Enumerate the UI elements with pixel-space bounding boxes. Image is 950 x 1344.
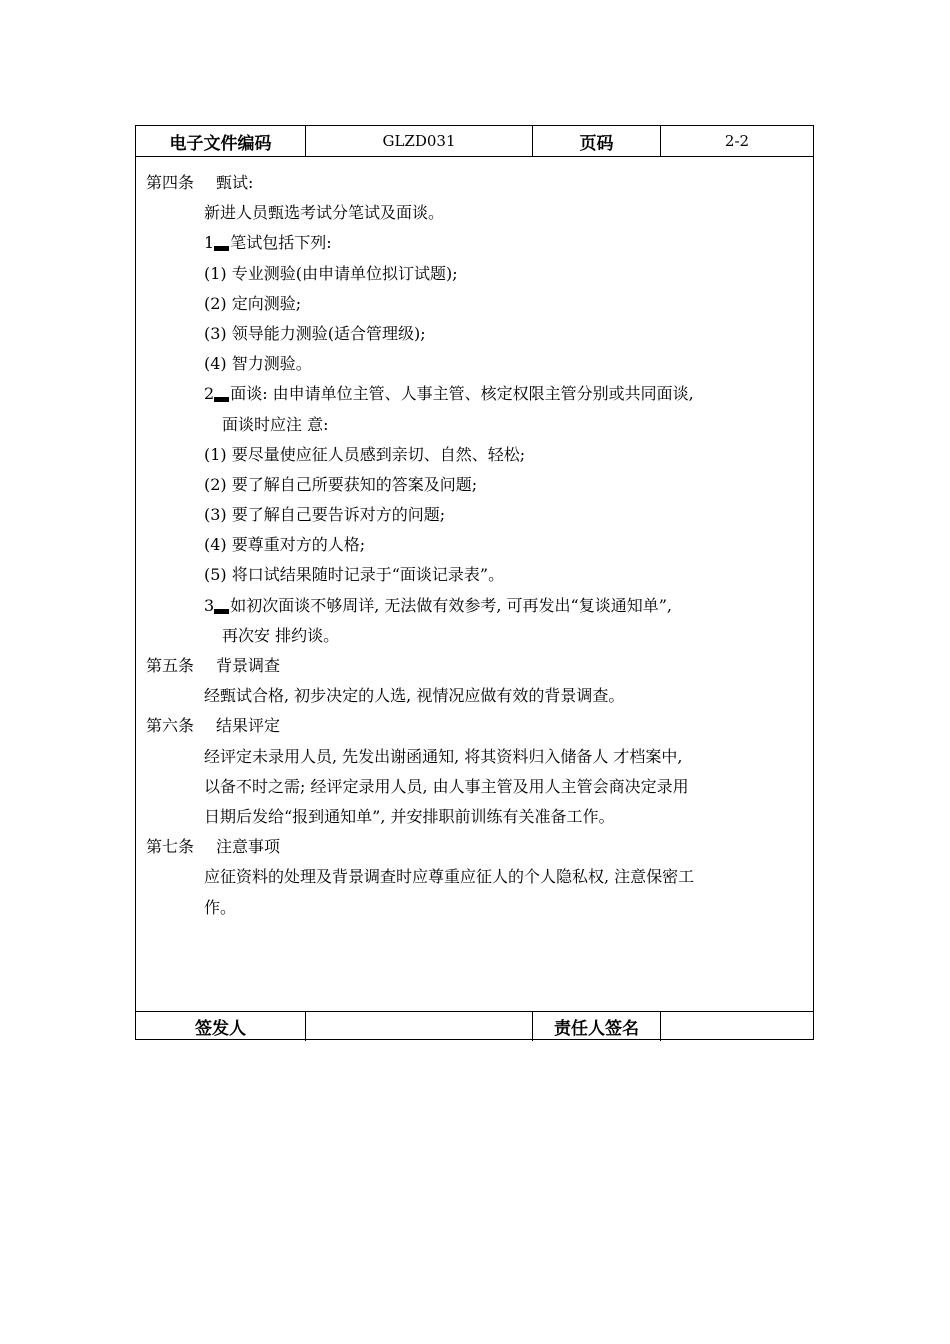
section-1-item-3: (3) 领导能力测验(适合管理级); bbox=[204, 323, 426, 343]
article-6-line-3: 日期后发给“报到通知单”, 并安排职前训练有关准备工作。 bbox=[204, 806, 615, 826]
section-2-item-3: (3) 要了解自己要告诉对方的问题; bbox=[204, 505, 446, 525]
article-4-section-3 bbox=[146, 591, 806, 621]
article-6-title-line bbox=[146, 711, 806, 741]
section-2-number: 2 bbox=[204, 384, 215, 404]
article-5-text: 经甄试合格, 初步决定的人选, 视情况应做有效的背景调查。 bbox=[204, 686, 625, 706]
section-2-item-4: (4) 要尊重对方的人格; bbox=[204, 535, 366, 555]
article-7-heading: 注意事项 bbox=[216, 837, 281, 857]
article-4-heading: 甄试: bbox=[216, 173, 254, 192]
section-1-number: 1 bbox=[204, 233, 215, 253]
section-2-item-5: (5) 将口试结果随时记录于“面谈记录表”。 bbox=[204, 565, 505, 585]
responsible-signature-label: 责任人签名 bbox=[554, 1018, 639, 1039]
issuer-label: 签发人 bbox=[195, 1018, 246, 1039]
bullet-mark-icon bbox=[214, 397, 229, 402]
section-2-text: 面谈: 由申请单位主管、人事主管、核定权限主管分别或共同面谈, bbox=[230, 384, 694, 404]
article-7-title-line bbox=[146, 832, 806, 862]
section-1-item-1: (1) 专业测验(由申请单位拟订试题); bbox=[204, 263, 458, 283]
article-7-number: 第七条 bbox=[146, 837, 195, 857]
article-7-line-2: 作。 bbox=[204, 897, 237, 917]
article-4-section-2 bbox=[146, 379, 806, 409]
article-6-line-2: 以备不时之需; 经评定录用人员, 由人事主管及用人主管会商决定录用 bbox=[204, 776, 689, 796]
article-7-line-1: 应征资料的处理及背景调查时应尊重应征人的个人隐私权, 注意保密工 bbox=[204, 867, 695, 887]
section-2-item-1: (1) 要尽量使应征人员感到亲切、自然、轻松; bbox=[204, 444, 526, 464]
header-divider bbox=[136, 156, 813, 157]
responsible-signature-value[interactable] bbox=[661, 1012, 813, 1040]
section-2-continuation: 面谈时应注 意: bbox=[222, 414, 329, 434]
section-2-item-2: (2) 要了解自己所要获知的答案及问题; bbox=[204, 474, 478, 494]
page-number-value: 2-2 bbox=[724, 132, 750, 150]
article-5-title-line bbox=[146, 651, 806, 681]
article-6-line-1: 经评定未录用人员, 先发出谢函通知, 将其资料归入储备人 才档案中, bbox=[204, 746, 683, 766]
section-3-continuation: 再次安 排约谈。 bbox=[222, 625, 340, 645]
article-6-number: 第六条 bbox=[146, 716, 195, 736]
file-code-label: 电子文件编码 bbox=[169, 133, 272, 154]
bullet-mark-icon bbox=[214, 609, 229, 614]
section-1-item-2: (2) 定向测验; bbox=[204, 293, 302, 313]
article-5-number: 第五条 bbox=[146, 656, 195, 675]
article-4-title-line bbox=[146, 168, 806, 198]
section-1-item-4: (4) 智力测验。 bbox=[204, 354, 312, 374]
bullet-mark-icon bbox=[214, 246, 229, 251]
document-body bbox=[146, 168, 806, 923]
article-6-heading: 结果评定 bbox=[216, 716, 281, 736]
article-4-intro: 新进人员甄选考试分笔试及面谈。 bbox=[204, 203, 445, 223]
article-4-number: 第四条 bbox=[146, 173, 195, 192]
article-5-heading: 背景调查 bbox=[216, 656, 281, 675]
issuer-value[interactable] bbox=[306, 1012, 532, 1040]
document-table bbox=[135, 125, 814, 1040]
section-3-text: 如初次面谈不够周详, 无法做有效参考, 可再发出“复谈通知单”, bbox=[230, 595, 672, 615]
file-code-value: GLZD031 bbox=[382, 132, 456, 150]
article-4-section-1 bbox=[146, 228, 806, 258]
section-3-number: 3 bbox=[204, 595, 215, 615]
page-number-label: 页码 bbox=[579, 133, 614, 154]
section-1-text: 笔试包括下列: bbox=[230, 233, 332, 253]
